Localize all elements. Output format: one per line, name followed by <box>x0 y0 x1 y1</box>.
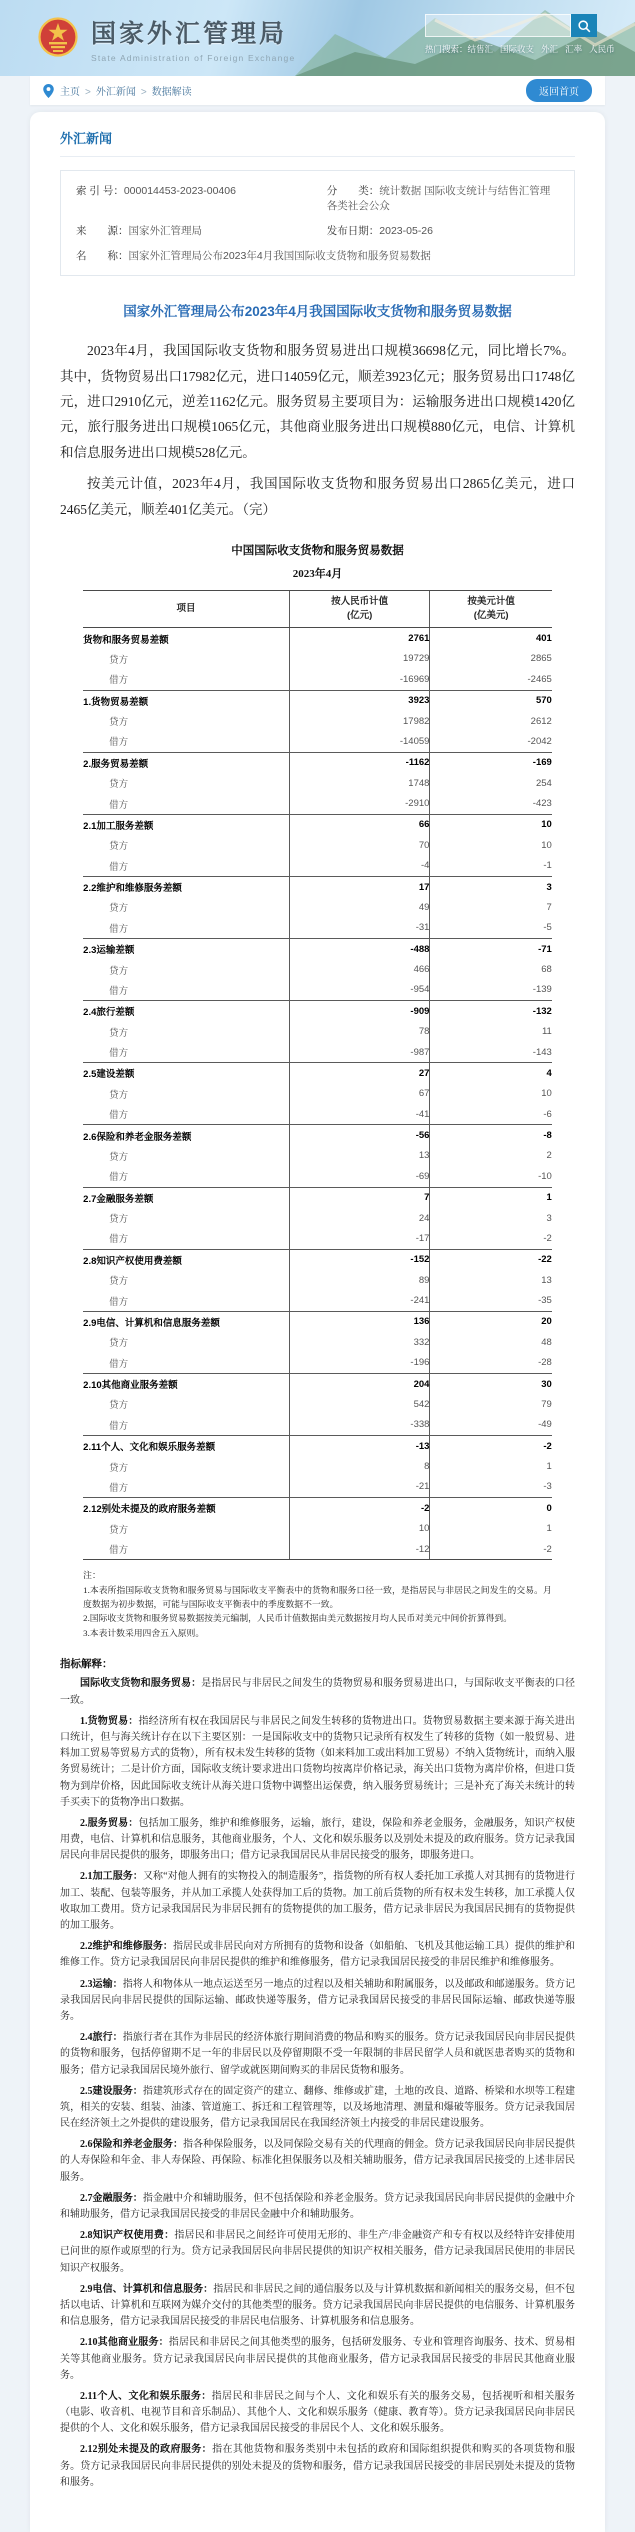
table-row <box>83 1519 552 1539</box>
table-row <box>83 876 552 897</box>
article-title: 国家外汇管理局公布2023年4月我国国际收支货物和服务贸易数据 <box>123 304 512 319</box>
table-row <box>83 1290 552 1311</box>
value-cny: 24 <box>289 1208 430 1228</box>
table-row <box>83 1208 552 1228</box>
value-usd: 401 <box>430 628 552 649</box>
row-label: 贷方 <box>109 1089 129 1101</box>
value-usd: -71 <box>430 939 552 960</box>
meta-source-value: 国家外汇管理局 <box>128 225 202 237</box>
meta-index-value: 000014453-2023-00406 <box>123 185 236 197</box>
value-usd: -6 <box>430 1104 552 1125</box>
value-usd: 2865 <box>430 649 552 669</box>
article-paragraph: 按美元计值，2023年4月，我国国际收支货物和服务贸易出口2865亿美元，进口2465亿美元，顺差401亿美元。（完） <box>60 476 575 517</box>
value-usd: 68 <box>430 959 552 979</box>
row-label: 借方 <box>109 1172 129 1184</box>
explain-paragraph: 2.11个人、文化和娱乐服务：指居民和非居民之间与个人、文化和娱乐有关的服务交易，包括视听和相关服务（电影、收音机、电视节目和音乐制品）、其他个人、文化和娱乐服务（健康、教育等）。贷方记录我国居民向非居民提供的个人、文化和娱乐服务，借方记录我国居民接受的非居民个人、文化和娱乐服务。 <box>60 2390 575 2435</box>
document-meta <box>60 170 575 276</box>
explain-term: 2.12别处未提及的政府服务： <box>80 2444 213 2456</box>
value-usd: -5 <box>430 918 552 939</box>
row-label: 借方 <box>109 1110 129 1122</box>
value-usd: -10 <box>430 1166 552 1187</box>
table-row <box>83 1022 552 1042</box>
value-cny: -16969 <box>289 669 430 690</box>
value-usd: 30 <box>430 1373 552 1394</box>
hot-search-row <box>425 43 615 55</box>
value-cny: 10 <box>289 1519 430 1539</box>
table-row <box>83 669 552 690</box>
value-cny: 3923 <box>289 690 430 711</box>
value-usd: 13 <box>430 1270 552 1290</box>
row-label: 借方 <box>109 1358 129 1370</box>
breadcrumb-separator: > <box>85 86 91 98</box>
value-cny: -56 <box>289 1125 430 1146</box>
location-pin-icon <box>43 84 54 98</box>
value-usd: 10 <box>430 835 552 855</box>
row-label: 贷方 <box>109 965 129 977</box>
table-row <box>83 1166 552 1187</box>
value-cny: 332 <box>289 1332 430 1352</box>
value-usd: 1 <box>430 1519 552 1539</box>
table-notes <box>83 1569 552 1640</box>
explain-term: 1.货物贸易： <box>80 1715 139 1727</box>
search-button[interactable] <box>571 14 597 37</box>
value-cny: 136 <box>289 1311 430 1332</box>
explain-term: 2.8知识产权使用费： <box>80 2230 175 2242</box>
row-label: 借方 <box>109 675 129 687</box>
row-label: 借方 <box>109 923 129 935</box>
value-cny: -338 <box>289 1415 430 1436</box>
value-cny: -13 <box>289 1436 430 1457</box>
value-usd: -49 <box>430 1415 552 1436</box>
row-label: 货物和服务贸易差额 <box>83 628 289 649</box>
meta-date-label: 发布日期： <box>326 225 380 237</box>
value-usd: 3 <box>430 1208 552 1228</box>
value-cny: -21 <box>289 1477 430 1498</box>
value-usd: -169 <box>430 752 552 773</box>
meta-name-label: 名 称： <box>76 250 129 262</box>
table-title: 中国国际收支货物和服务贸易数据 <box>231 544 404 557</box>
explain-term: 2.4旅行： <box>80 2032 123 2044</box>
row-label: 贷方 <box>109 1214 129 1226</box>
row-label: 2.2维护和维修服务差额 <box>83 876 289 897</box>
meta-category-value: 统计数据 国际收支统计与结售汇管理 各类社会公众 <box>326 185 551 212</box>
hot-search-word[interactable]: 结售汇 <box>467 44 494 54</box>
row-label: 2.8知识产权使用费差额 <box>83 1249 289 1270</box>
value-cny: -4 <box>289 856 430 877</box>
value-cny: -41 <box>289 1104 430 1125</box>
explain-term: 国际收支货物和服务贸易： <box>80 1678 202 1690</box>
table-row <box>83 1042 552 1063</box>
meta-source <box>76 223 327 238</box>
content-card <box>30 112 605 2532</box>
meta-name-value: 国家外汇管理局公布2023年4月我国国际收支货物和服务贸易数据 <box>128 250 431 262</box>
table-row <box>83 959 552 979</box>
value-cny: -987 <box>289 1042 430 1063</box>
note-item: 2.国际收支货物和服务贸易数据按美元编制，人民币计值数据由美元数据按月均人民币对美元中间价折算得到。 <box>83 1613 513 1624</box>
national-emblem <box>38 15 78 61</box>
table-row <box>83 1539 552 1560</box>
hot-search-word[interactable]: 人民币 <box>589 44 615 54</box>
table-subtitle: 2023年4月 <box>292 567 343 580</box>
row-label: 贷方 <box>109 841 129 853</box>
breadcrumb-item[interactable]: 数据解读 <box>151 86 192 98</box>
explain-paragraph: 2.6保险和养老金服务：指各种保险服务，以及同保险交易有关的代理商的佣金。贷方记录我国居民向非居民提供的人寿保险和年金、非人寿保险、再保险、标准化担保服务以及相关辅助服务，借方记录我国居民接受的上述非居民服务。 <box>60 2139 576 2183</box>
table-row <box>83 1187 552 1208</box>
table-row <box>83 1415 552 1436</box>
row-label: 2.12别处未提及的政府服务差额 <box>83 1498 289 1519</box>
meta-index-label: 索 引 号： <box>76 185 124 197</box>
meta-name <box>76 248 559 263</box>
row-label: 1.货物贸易差额 <box>83 690 289 711</box>
value-cny: 78 <box>289 1022 430 1042</box>
value-cny: -196 <box>289 1353 430 1374</box>
table-row <box>83 1084 552 1104</box>
meta-source-label: 来 源： <box>76 225 129 237</box>
site-brand <box>91 14 295 63</box>
value-usd: -3 <box>430 1477 552 1498</box>
explain-paragraph: 2.5建设服务：指建筑形式存在的固定资产的建立、翻修、维修或扩建，土地的改良、道路、桥梁和水坝等工程建筑，相关的安装、组装、油漆、管道施工、拆迁和工程管理等，以及场地清理、测量和爆破等服务。贷方记录我国居民在经济领土之外提供的建设服务，借方记录我国居民在我国经济领土内接受的非居民建设服务。 <box>60 2085 575 2130</box>
explain-paragraph: 2.10其他商业服务：指居民和非居民之间其他类型的服务，包括研发服务、专业和管理咨询服务、技术、贸易相关等其他商业服务。贷方记录我国居民向非居民提供的其他商业服务，借方记录我国居民接受的非居民其他商业服务。 <box>60 2337 576 2381</box>
meta-category <box>327 183 559 213</box>
value-cny: 8 <box>289 1456 430 1476</box>
table-row <box>83 793 552 814</box>
explain-term: 2.7金融服务： <box>80 2192 143 2204</box>
explain-paragraph: 2.1加工服务：又称“对他人拥有的实物投入的制造服务”，指货物的所有权人委托加工承揽人对其拥有的货物进行加工、装配、包装等服务，并从加工承揽人处获得加工后的货物。加工前后货物的所有权未发生转移，加工承揽人仅收取加工费用。贷方记录我国居民为非居民拥有的货物提供的加工服务，借方记录非居民为我国居民拥有的货物提供的加工服务。 <box>60 1871 575 1931</box>
table-row <box>83 939 552 960</box>
indicator-explanations <box>60 1656 575 2491</box>
value-cny: -488 <box>289 939 430 960</box>
row-label: 2.11个人、文化和娱乐服务差额 <box>83 1436 289 1457</box>
value-usd: 1 <box>430 1456 552 1476</box>
value-cny: -241 <box>289 1290 430 1311</box>
value-cny: 70 <box>289 835 430 855</box>
row-label: 借方 <box>109 985 129 997</box>
meta-date-value: 2023-05-26 <box>379 225 433 237</box>
breadcrumb-item[interactable]: 外汇新闻 <box>95 86 136 98</box>
row-label: 贷方 <box>109 903 129 915</box>
explain-paragraph: 2.7金融服务：指金融中介和辅助服务，但不包括保险和养老金服务。贷方记录我国居民向非居民提供的金融中介和辅助服务，借方记录我国居民接受的非居民金融中介和辅助服务。 <box>60 2192 575 2220</box>
article-paragraph: 2023年4月，我国国际收支货物和服务贸易进出口规模36698亿元，同比增长7%。其中，货物贸易出口17982亿元，进口14059亿元，顺差3923亿元；服务贸易出口1748亿元，进口2910亿元，逆差1162亿元。服务贸易主要项目为：运输服务进出口规模1420亿元，旅行服务进出口规模1065亿元，其他商业服务进出口规模880亿元，电信、计算机和信息服务进出口规模528亿元。 <box>60 343 575 460</box>
value-cny: -2910 <box>289 793 430 814</box>
value-usd: -143 <box>430 1042 552 1063</box>
value-cny: -2 <box>289 1498 430 1519</box>
bop-table-body <box>83 628 552 1560</box>
note-item: 1.本表所指国际收支货物和服务贸易与国际收支平衡表中的货物和服务口径一致，是指居民与非居民之间发生的交易。月度数据为初步数据，可能与国际收支平衡表中的季度数据不一致。 <box>83 1584 552 1609</box>
explain-heading: 指标解释： <box>60 1659 113 1671</box>
explain-paragraph: 2.服务贸易：包括加工服务，维护和维修服务，运输，旅行，建设，保险和养老金服务，金融服务，知识产权使用费，电信、计算机和信息服务，其他商业服务，个人、文化和娱乐服务以及别处未提及的政府服务。贷方记录我国居民向非居民提供的服务，即服务出口；借方记录我国居民从非居民接受的服务，即服务进口。 <box>60 1817 575 1862</box>
table-row <box>83 1332 552 1352</box>
value-cny: 17982 <box>289 711 430 731</box>
value-usd: -423 <box>430 793 552 814</box>
table-row <box>83 1228 552 1249</box>
col-header-cny <box>289 590 430 628</box>
site-banner <box>0 0 635 76</box>
value-usd: 254 <box>430 773 552 793</box>
value-cny: 7 <box>289 1187 430 1208</box>
table-row <box>83 1001 552 1022</box>
explain-paragraph: 2.3运输：指将人和物体从一地点运送至另一地点的过程以及相关辅助和附属服务，以及邮政和邮递服务。贷方记录我国居民向非居民提供的国际运输、邮政快递等服务，借方记录我国居民接受的非居民国际运输、邮政快递等服务。 <box>60 1978 576 2022</box>
value-usd: 570 <box>430 690 552 711</box>
explain-term: 2.2维护和维修服务： <box>80 1941 173 1953</box>
meta-index <box>76 183 327 213</box>
value-usd: 10 <box>430 1084 552 1104</box>
row-label: 2.7金融服务差额 <box>83 1187 289 1208</box>
row-label: 2.4旅行差额 <box>83 1001 289 1022</box>
row-label: 贷方 <box>109 1400 129 1412</box>
explain-term: 2.服务贸易： <box>80 1817 139 1829</box>
row-label: 2.10其他商业服务差额 <box>83 1373 289 1394</box>
table-row <box>83 814 552 835</box>
table-row <box>83 1125 552 1146</box>
value-cny: 89 <box>289 1270 430 1290</box>
value-cny: 17 <box>289 876 430 897</box>
value-cny: -31 <box>289 918 430 939</box>
value-cny: -152 <box>289 1249 430 1270</box>
table-row <box>83 731 552 752</box>
search-input[interactable] <box>425 14 571 37</box>
hot-search-word[interactable]: 汇率 <box>565 44 583 54</box>
breadcrumb <box>60 82 192 100</box>
hot-search-words <box>468 44 622 54</box>
table-row <box>83 856 552 877</box>
value-usd: 2612 <box>430 711 552 731</box>
row-label: 贷方 <box>109 1524 129 1536</box>
table-header-row <box>83 590 552 628</box>
meta-category-label: 分 类： <box>326 185 380 197</box>
value-usd: -139 <box>430 980 552 1001</box>
row-label: 2.3运输差额 <box>83 939 289 960</box>
col-header-usd-line1: 按美元计值 <box>467 595 515 607</box>
explain-term: 2.5建设服务： <box>80 2085 143 2097</box>
section-label: 外汇新闻 <box>60 128 575 157</box>
value-usd: 10 <box>430 814 552 835</box>
value-cny: 27 <box>289 1063 430 1084</box>
table-row <box>83 1373 552 1394</box>
row-label: 2.1加工服务差额 <box>83 814 289 835</box>
explain-items <box>60 1676 575 2491</box>
value-cny: 204 <box>289 1373 430 1394</box>
row-label: 2.6保险和养老金服务差额 <box>83 1125 289 1146</box>
value-usd: 4 <box>430 1063 552 1084</box>
explain-term: 2.3运输： <box>80 1978 123 1990</box>
table-row <box>83 1104 552 1125</box>
table-row <box>83 1456 552 1476</box>
col-header-cny-line2: (亿元) <box>346 610 373 622</box>
row-label: 贷方 <box>109 1338 129 1350</box>
note-item: 3.本表计数采用四舍五入原则。 <box>83 1627 205 1638</box>
table-row <box>83 752 552 773</box>
value-usd: 48 <box>430 1332 552 1352</box>
value-usd: -2042 <box>430 731 552 752</box>
explain-term: 2.6保险和养老金服务： <box>80 2139 184 2151</box>
table-row <box>83 1270 552 1290</box>
value-cny: -14059 <box>289 731 430 752</box>
hot-search-word[interactable]: 国际收支 <box>500 44 535 54</box>
back-home-button[interactable]: 返回首页 <box>526 79 592 102</box>
value-usd: -35 <box>430 1290 552 1311</box>
col-header-usd-line2: (亿美元) <box>473 610 509 622</box>
hot-search-label: 热门搜索： <box>425 44 468 54</box>
breadcrumb-bar <box>30 76 605 105</box>
site-title: 国家外汇管理局 <box>91 19 288 48</box>
breadcrumb-item[interactable]: 主页 <box>60 86 80 98</box>
value-cny: -69 <box>289 1166 430 1187</box>
table-row <box>83 1353 552 1374</box>
value-usd: 20 <box>430 1311 552 1332</box>
value-cny: 67 <box>289 1084 430 1104</box>
row-label: 贷方 <box>109 1151 129 1163</box>
value-usd: -8 <box>430 1125 552 1146</box>
col-header-cny-line1: 按人民币计值 <box>331 595 389 607</box>
row-label: 2.9电信、计算机和信息服务差额 <box>83 1311 289 1332</box>
value-cny: 49 <box>289 897 430 917</box>
table-row <box>83 1394 552 1414</box>
table-row <box>83 835 552 855</box>
table-row <box>83 1477 552 1498</box>
value-usd: -2465 <box>430 669 552 690</box>
value-cny: -1162 <box>289 752 430 773</box>
row-label: 贷方 <box>109 654 129 666</box>
table-row <box>83 1436 552 1457</box>
explain-paragraph: 国际收支货物和服务贸易：是指居民与非居民之间发生的货物贸易和服务贸易进出口，与国际收支平衡表的口径一致。 <box>60 1678 575 1706</box>
table-row <box>83 897 552 917</box>
row-label: 借方 <box>109 1234 129 1246</box>
row-label: 2.服务贸易差额 <box>83 752 289 773</box>
explain-paragraph: 1.货物贸易：指经济所有权在我国居民与非居民之间发生转移的货物进出口。货物贸易数据主要来源于海关进出口统计，但与海关统计存在以下主要区别：一是国际收支中的货物只记录所有权发生了转移的货物（如一般贸易、进料加工贸易等贸易方式的货物），所有权未发生转移的货物（如来料加工或出料加工贸易）不纳入货物统计，而纳入服务贸易统计；二是计价方面，国际收支统计要求进出口货物均按离岸价格记录，海关出口货物为离岸价格，但进口货物为到岸价格，因此国际收支统计从海关进口货物中调整出运保费，纳入服务贸易统计；三是补充了海关未统计的转手买卖下的货物净出口数据。 <box>60 1715 575 1808</box>
value-cny: 19729 <box>289 649 430 669</box>
col-header-item: 项目 <box>83 590 289 628</box>
table-row <box>83 773 552 793</box>
row-label: 借方 <box>109 799 129 811</box>
row-label: 贷方 <box>109 1027 129 1039</box>
explain-term: 2.10其他商业服务： <box>80 2337 169 2349</box>
row-label: 2.5建设差额 <box>83 1063 289 1084</box>
value-cny: 2761 <box>289 628 430 649</box>
notes-items <box>83 1584 552 1641</box>
hot-search-word[interactable]: 外汇 <box>541 44 559 54</box>
explain-term: 2.1加工服务： <box>80 1871 143 1883</box>
row-label: 借方 <box>83 1539 289 1560</box>
row-label: 贷方 <box>109 779 129 791</box>
value-usd: 11 <box>430 1022 552 1042</box>
value-cny: -17 <box>289 1228 430 1249</box>
explain-term: 2.11个人、文化和娱乐服务： <box>80 2390 212 2402</box>
search-icon <box>577 19 591 33</box>
value-cny: -12 <box>289 1539 430 1560</box>
row-label: 贷方 <box>109 1276 129 1288</box>
explain-paragraph: 2.4旅行：指旅行者在其作为非居民的经济体旅行期间消费的物品和购买的服务。贷方记录我国居民向非居民提供的货物和服务，包括停留期不足一年的非居民以及停留期限不受一年限制的非居民留学人员和就医患者购买的货物和服务；借方记录我国居民境外旅行、留学或就医期间购买的非居民货物和服务。 <box>60 2032 576 2076</box>
value-cny: 66 <box>289 814 430 835</box>
col-header-usd <box>430 590 552 628</box>
value-usd: 2 <box>430 1146 552 1166</box>
value-cny: 542 <box>289 1394 430 1414</box>
table-row <box>83 649 552 669</box>
row-label: 借方 <box>109 1482 129 1494</box>
explain-term: 2.9电信、计算机和信息服务： <box>80 2283 214 2295</box>
table-row <box>83 1063 552 1084</box>
value-usd: -2 <box>430 1228 552 1249</box>
meta-date <box>327 223 559 238</box>
value-cny: 466 <box>289 959 430 979</box>
site-title-en: State Administration of Foreign Exchange <box>91 52 296 63</box>
explain-paragraph: 2.9电信、计算机和信息服务：指居民和非居民之间的通信服务以及与计算机数据和新闻相关的服务交易，但不包括以电话、计算机和互联网为媒介交付的其他类型的服务。贷方记录我国居民向非居民提供的电信服务、计算机服务和信息服务，借方记录我国居民接受的非居民电信服务、计算机服务和信息服务。 <box>60 2283 576 2328</box>
row-label: 借方 <box>109 1420 129 1432</box>
table-row <box>83 1498 552 1519</box>
row-label: 贷方 <box>109 717 129 729</box>
table-row <box>83 1249 552 1270</box>
explain-paragraph: 2.8知识产权使用费：指居民和非居民之间经许可使用无形的、非生产/非金融资产和专有权以及经特许安排使用已问世的原作或原型的行为。贷方记录我国居民向非居民提供的知识产权相关服务，借方记录我国居民使用的非居民知识产权服务。 <box>60 2230 576 2274</box>
value-usd: 3 <box>430 876 552 897</box>
table-row <box>83 918 552 939</box>
value-usd: -1 <box>430 856 552 877</box>
row-label: 借方 <box>109 1296 129 1308</box>
bop-table <box>83 590 552 1560</box>
search-area <box>425 14 615 55</box>
table-row <box>83 1311 552 1332</box>
value-usd: 1 <box>430 1187 552 1208</box>
value-usd: -22 <box>430 1249 552 1270</box>
value-usd: 0 <box>430 1498 552 1519</box>
row-label: 借方 <box>109 1048 129 1060</box>
row-label: 借方 <box>109 737 129 749</box>
table-row <box>83 980 552 1001</box>
row-label: 贷方 <box>109 1462 129 1474</box>
value-usd: 7 <box>430 897 552 917</box>
row-label: 借方 <box>109 861 129 873</box>
value-cny: -954 <box>289 980 430 1001</box>
table-row <box>83 690 552 711</box>
explain-paragraph: 2.2维护和维修服务：指居民或非居民向对方所拥有的货物和设备（如船舶、飞机及其他运输工具）提供的维护和维修工作。贷方记录我国居民向非居民提供的维护和维修服务，借方记录我国居民接受的非居民维护和维修服务。 <box>60 1941 575 1969</box>
value-usd: -2 <box>430 1539 552 1560</box>
value-usd: 79 <box>430 1394 552 1414</box>
table-row <box>83 1146 552 1166</box>
breadcrumb-separator: > <box>140 86 147 98</box>
value-usd: -28 <box>430 1353 552 1374</box>
value-cny: 13 <box>289 1146 430 1166</box>
value-usd: -132 <box>430 1001 552 1022</box>
value-cny: -909 <box>289 1001 430 1022</box>
explain-paragraph: 2.12别处未提及的政府服务：指在其他货物和服务类别中未包括的政府和国际组织提供和购买的各项货物和服务。贷方记录我国居民向非居民提供的别处未提及的货物和服务，借方记录我国居民接受的非居民别处未提及的货物和服务。 <box>60 2444 576 2488</box>
table-row <box>83 711 552 731</box>
value-cny: 1748 <box>289 773 430 793</box>
table-row <box>83 628 552 649</box>
notes-label: 注： <box>83 1570 101 1581</box>
value-usd: -2 <box>430 1436 552 1457</box>
